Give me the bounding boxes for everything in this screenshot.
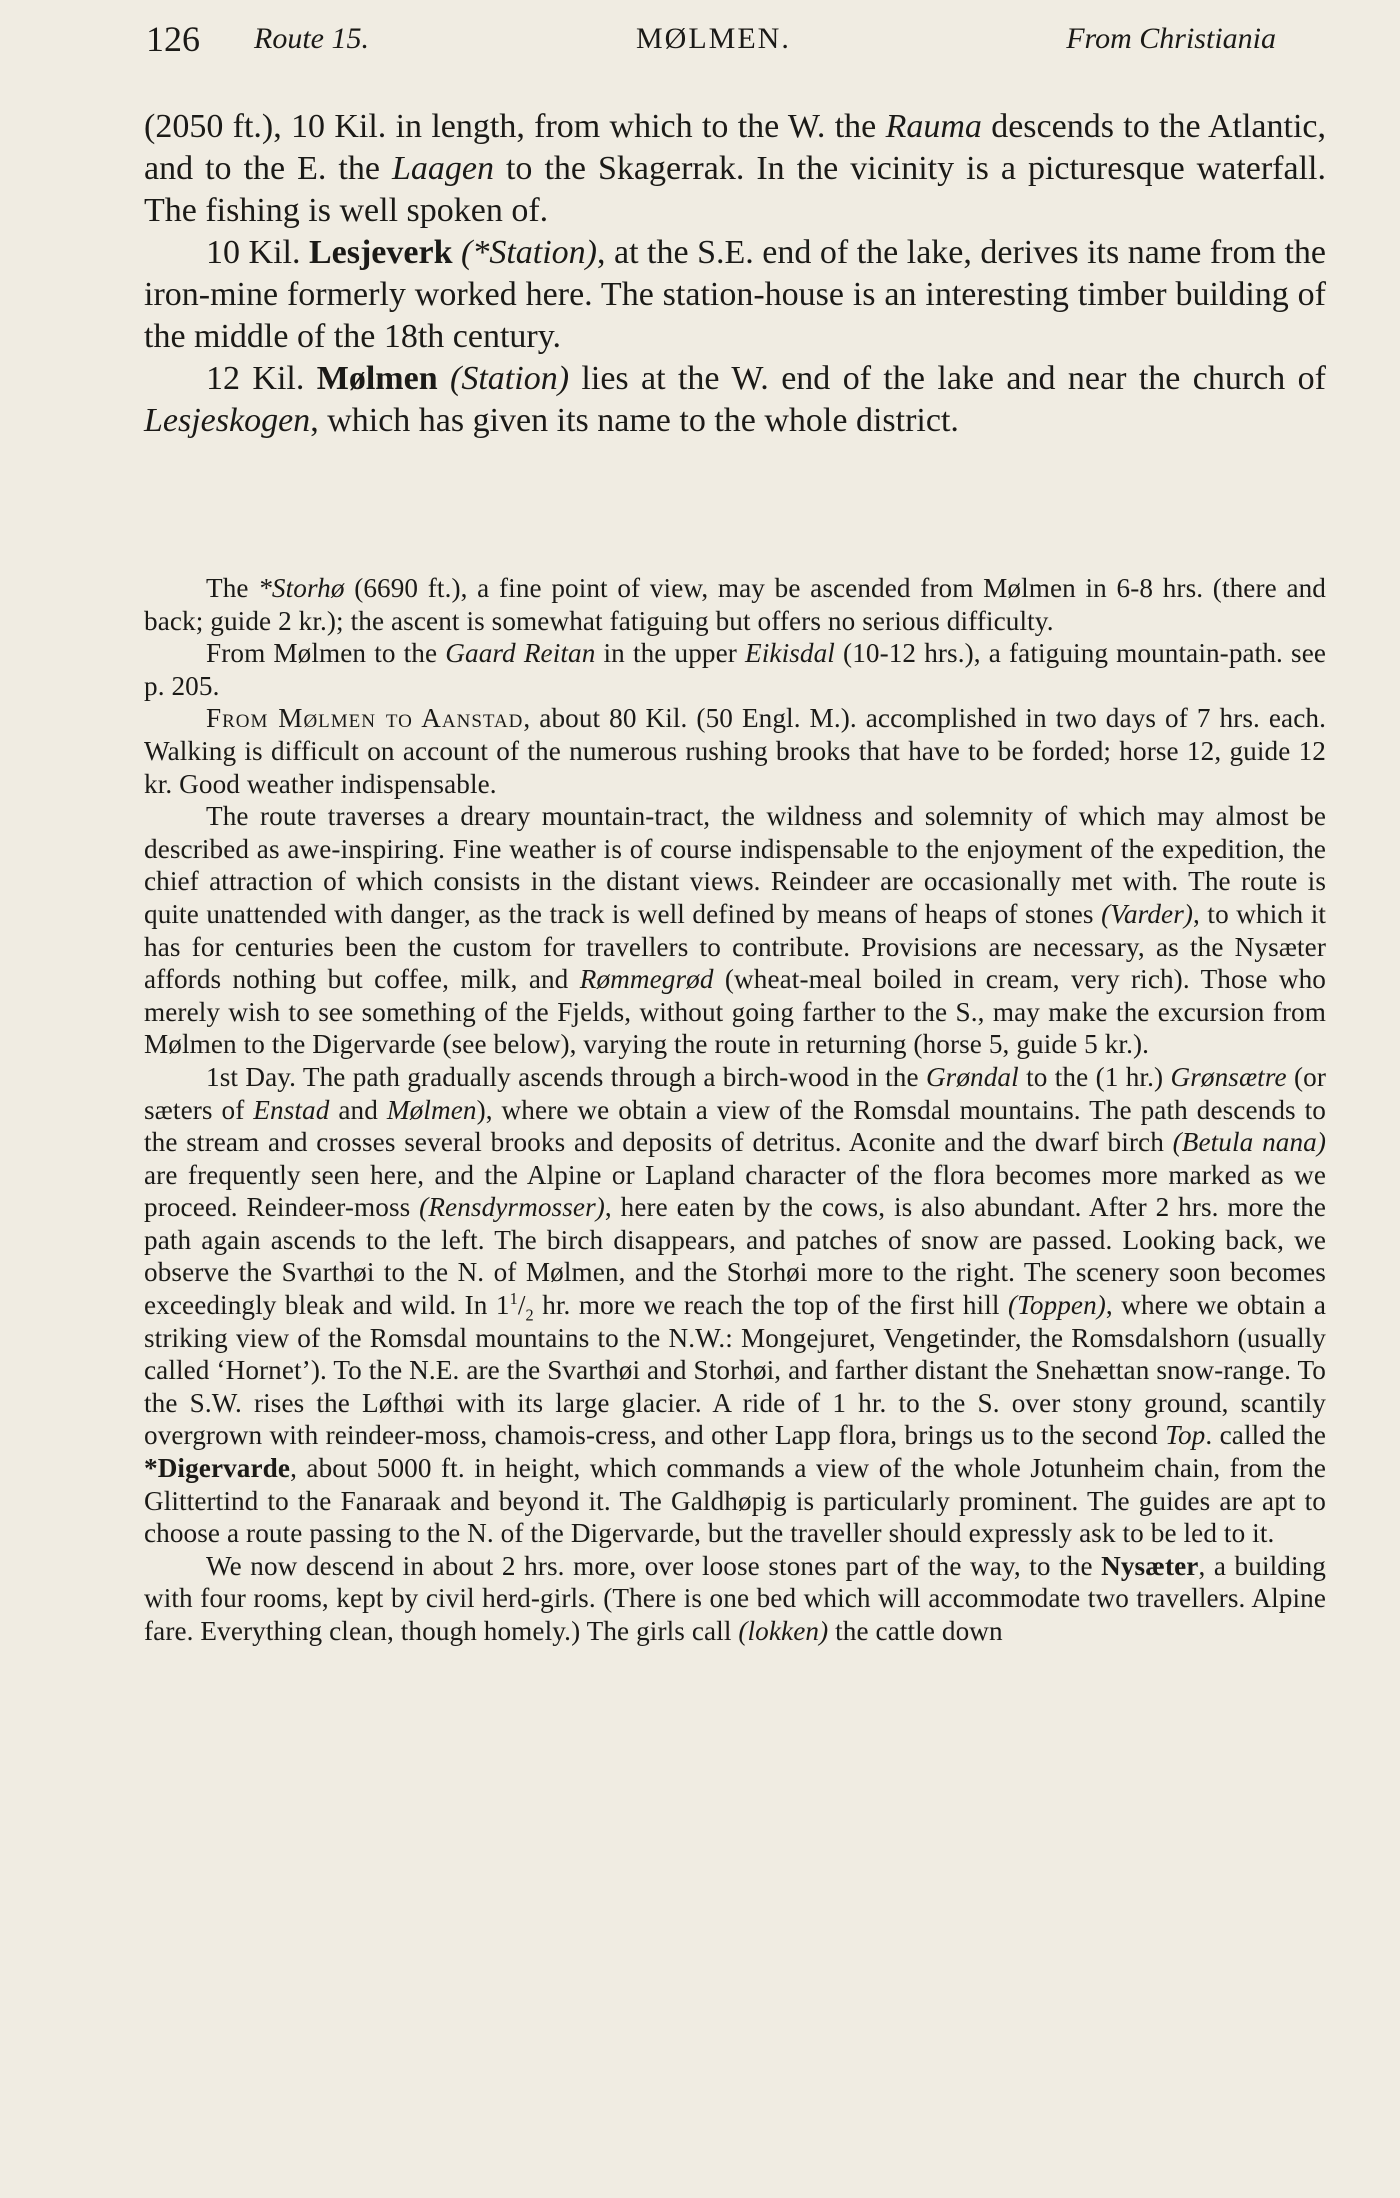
paragraph-molmen: 12 Kil. Mølmen (Station) lies at the W. end of the lake and near the church of Lesjeskogen, which has given its name to the whole district. bbox=[144, 360, 1326, 439]
page-number: 126 bbox=[146, 19, 200, 59]
header-from: From Christiania bbox=[1066, 22, 1276, 55]
small-print-text bbox=[144, 572, 1326, 1648]
paragraph-lake: (2050 ft.), 10 Kil. in length, from which to the W. the Rauma descends to the Atlantic, and to the E. the Laagen to the Skagerrak. In the vicinity is a picturesque waterfall. The fishing is well spoken of. bbox=[144, 108, 1326, 229]
running-header bbox=[146, 19, 1276, 72]
main-text bbox=[144, 106, 1326, 442]
page-title: MØLMEN. bbox=[636, 22, 791, 55]
paragraph-route: The route traverses a dreary mountain-tract, the wildness and solemnity of which may almost be described as awe-inspiring. Fine weather is of course indispensable to the enjoyment of the expedition, the chief attraction of which consists in the distant views. Reindeer are occasionally met with. The route is quite unattended with danger, as the track is well defined by means of heaps of stones (Varder), to which it has for centuries been the custom for travellers to contribute. Provisions are necessary, as the Nysæter affords nothing but coffee, milk, and Rømmegrød (wheat-meal boiled in cream, very rich). Those who merely wish to see something of the Fjelds, without going farther to the S., may make the excursion from Mølmen to the Digervarde (see below), varying the route in returning (horse 5, guide 5 kr.). bbox=[144, 801, 1327, 1060]
route-label: Route 15. bbox=[254, 22, 369, 55]
paragraph-storho: The *Storhø (6690 ft.), a fine point of view, may be ascended from Mølmen in 6-8 hrs. (there and back; guide 2 kr.); the ascent is somewhat fatiguing but offers no serious difficulty. bbox=[144, 573, 1326, 636]
paragraph-nysaeter: We now descend in about 2 hrs. more, over loose stones part of the way, to the Nysæter, a building with four rooms, kept by civil herd-girls. (There is one bed which will accommodate two travellers. Alpine fare. Everything clean, though homely.) The girls call (lokken) the cattle down bbox=[144, 1550, 1326, 1646]
paragraph-reitan: From Mølmen to the Gaard Reitan in the upper Eikisdal (10-12 hrs.), a fatiguing mountain-path. see p. 205. bbox=[144, 638, 1327, 701]
paragraph-first-day: 1st Day. The path gradually ascends through a birch-wood in the Grøndal to the (1 hr.) Grønsætre (or sæters of Enstad and Mølmen), where we obtain a view of the Romsdal mountains. The path descends to the stream and crosses several brooks and deposits of detritus. Aconite and the dwarf birch (Betula nana) are frequently seen here, and the Alpine or Lapland character of the flora becomes more marked as we proceed. Reindeer-moss (Rensdyrmosser), here eaten by the cows, is also abundant. After 2 hrs. more the path again ascends to the left. The birch disappears, and patches of snow are passed. Looking back, we observe the Svarthøi to the N. of Mølmen, and the Storhøi more to the right. The scenery soon becomes exceedingly bleak and wild. In $1^1/_2$ hr. more we reach the top of the first hill (Toppen), where we obtain a striking view of the Romsdal mountains to the N.W.: Mongejuret, Vengetinder, the Romsdalshorn (usually called ‘Hornet’). To the N.E. are the Svarthøi and Storhøi, and farther distant the Snehættan snow-range. To the S.W. rises the Løfthøi with its large glacier. A ride of 1 hr. to the S. over stony ground, scantily overgrown with reindeer-moss, chamois-cress, and other Lapp flora, brings us to the second Top. called the *Digervarde, about 5000 ft. in height, which commands a view of the whole Jotunheim chain, from the Glittertind to the Fanaraak and beyond it. The Galdhøpig is particularly prominent. The guides are apt to choose a route passing to the N. of the Digervarde, but the traveller should expressly ask to be led to it. bbox=[144, 1061, 1327, 1549]
paragraph-lesjeverk: 10 Kil. Lesjeverk (*Station), at the S.E. end of the lake, derives its name from the iron-mine formerly worked here. The station-house is an interesting timber building of the middle of the 18th century. bbox=[144, 234, 1326, 355]
paragraph-aanstad: From Mølmen to Aanstad, about 80 Kil. (50 Engl. M.). accomplished in two days of 7 hrs. each. Walking is difficult on account of the numerous rushing brooks that have to be forded; horse 12, guide 12 kr. Good weather indispensable. bbox=[144, 703, 1326, 799]
